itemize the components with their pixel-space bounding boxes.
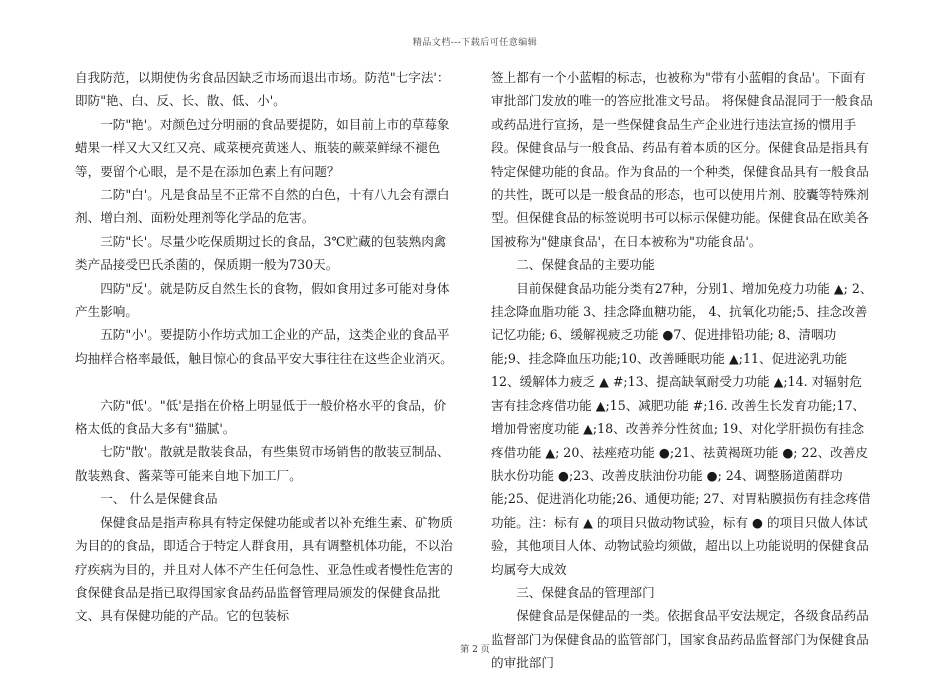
section-heading: 三、保健食品的管理部门	[516, 584, 655, 600]
paragraph: 七防"散'。散就是散装食品，有些集贸市场销售的散装豆制品、散装熟食、酱菜等可能来自地下加工厂。	[75, 444, 450, 483]
page-header: 精品文档---下载后可任意编辑	[412, 38, 538, 48]
paragraph: 五防"小'。要提防小作坊式加工企业的产品，这类企业的食品平均抽样合格率最低，触目惊心的食品平安大事往往在这些企业消灭。	[75, 327, 453, 366]
paragraph: 保健食品是指声称具有特定保健功能或者以补充维生素、矿物质为目的的食品，即适合于特定人群食用，具有调整机体功能，不以治疗疾病为目的，并且对人体不产生任何急性、亚急性或者慢性危害的食保健食品是指已取得国家食品药品监督管理局颁发的保健食品批文、具有保健功能的产品。它的包装标	[75, 514, 453, 624]
paragraph: 签上都有一个小蓝帽的标志，也被称为"带有小蓝帽的食品'。下面有审批部门发放的唯一的答应批准文号品。 将保健食品混同于一般食品或药品进行宣扬，是一些保健食品生产企业进行违法宣扬的惯用手段。保健食品与一般食品、药品有着本质的区分。保健食品是指具有特定保健功能的食品。作为食品的一个种类，保健食品具有一般食品的共性，既可以是一般食品的形态，也可以使用片剂、胶囊等特殊剂型。但保健食品的标签说明书可以标示保健功能。保健食品在欧美各国被称为"健康食品'，在日本被称为"功能食品'。	[491, 70, 873, 249]
page-number: 第 2 页	[460, 645, 490, 655]
right-column	[491, 66, 873, 675]
paragraph: 目前保健食品功能分类有27种，分别1、增加免疫力功能 ▲; 2、挂念降血脂功能 3、挂念降血糖功能， 4、抗氧化功能;5、挂念改善记忆功能; 6、缓解视疲乏功能 ●7、促进排铅功能; 8、清咽功能;9、挂念降血压功能;10、改善睡眠功能 ▲;11、促进泌乳功能 12、缓解体力疲乏 ▲ #;13、提高缺氧耐受力功能 ▲;14. 对辐射危害有挂念疼借功能 ▲;15、减肥功能 #;16. 改善生长发育功能;17、增加骨密度功能 ▲;18、改善养分性贫血; 19、对化学肝损伤有挂念疼借功能 ▲; 20、祛痤疮功能 ●;21、祛黄褐斑功能 ●; 22、改善皮肤水份功能 ●;23、改善皮肤油份功能 ●; 24、调整肠道菌群功能;25、促进消化功能;26、通便功能; 27、对胃粘膜损伤有挂念疼借功能。注：标有 ▲ 的项目只做动物试验，标有 ● 的项目只做人体试验，其他项目人体、动物试验均须做，超出以上功能说明的保健食品均属夸大成效	[491, 280, 873, 577]
paragraph: 保健食品是保健品的一类。依据食品平安法规定，各级食品药品监督部门为保健食品的监管部门，国家食品药品监督部门为保健食品的审批部门	[491, 608, 869, 671]
left-column	[75, 66, 457, 628]
section-heading: 二、保健食品的主要功能	[516, 257, 655, 273]
paragraph: 四防"反'。就是防反自然生长的食物，假如食用过多可能对身体产生影响。	[75, 280, 450, 320]
paragraph: 三防"长'。尽量少吃保质期过长的食品，3℃贮藏的包装熟肉禽类产品接受巴氏杀菌的，保质期一般为730天。	[75, 233, 447, 273]
paragraph: 自我防范，以期使伪劣食品因缺乏市场而退出市场。防范"七字法'：即防"艳、白、反、长、散、低、小'。	[75, 70, 450, 109]
paragraph: 六防"低'。"低'是指在价格上明显低于一般价格水平的食品，价格太低的食品大多有"猫腻'。	[75, 397, 447, 437]
paragraph: 一防"艳'。对颜色过分明丽的食品要提防，如目前上市的草莓象蜡果一样又大又红又亮、咸菜梗亮黄迷人、瓶装的蕨菜鲜绿不褪色等，要留个心眼，是不是在添加色素上有问题？	[75, 116, 450, 179]
section-heading: 一、 什么是保健食品	[100, 491, 218, 507]
paragraph: 二防"白'。凡是食品呈不正常不自然的白色，十有八九会有漂白剂、增白剂、面粉处理剂等化学品的危害。	[75, 187, 450, 226]
